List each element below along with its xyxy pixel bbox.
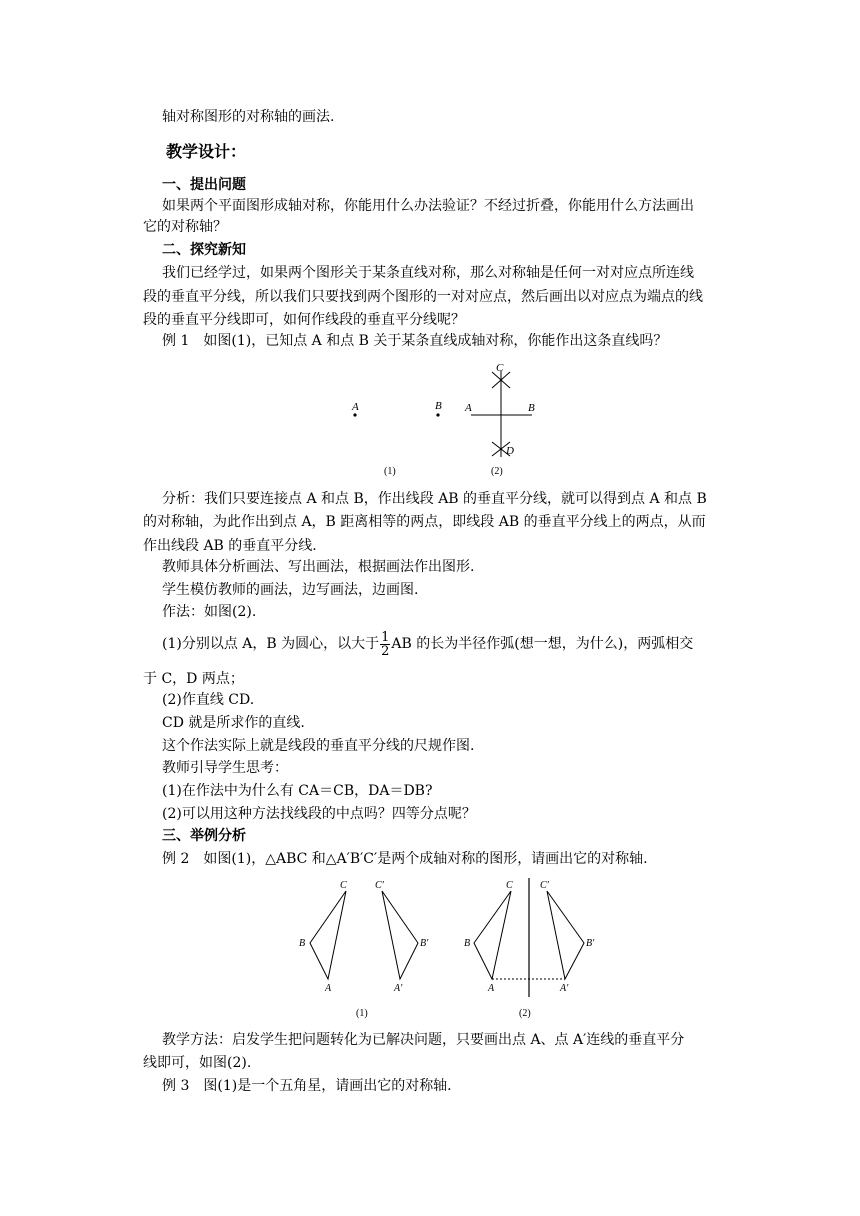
fig2-1-label-c: C — [340, 880, 347, 891]
guide-line: 教师引导学生思考： — [162, 760, 288, 776]
fig2-1-triangle-abc — [310, 891, 346, 979]
step1-line — [162, 630, 693, 658]
method-line: 作法：如图(2). — [162, 604, 257, 620]
teach-method-line1: 教学方法：启发学生把问题转化为已解决问题，只要画出点 A、点 A′连线的垂直平分 — [162, 1032, 685, 1048]
section1-p1-line1: 如果两个平面图形成轴对称，你能用什么办法验证？不经过折叠，你能用什么方法画出 — [162, 198, 694, 214]
page-title: 教学设计： — [166, 142, 247, 161]
fraction-denominator: 2 — [381, 643, 390, 659]
section2-heading: 二、探究新知 — [162, 242, 246, 258]
step1-part-b: AB 的长为半径作弧(想一想，为什么)，两弧相交 — [391, 636, 694, 652]
fig2-caption-1: (1) — [356, 1008, 368, 1019]
fig2-1-label-a: A — [325, 983, 332, 994]
one-half-fraction — [380, 631, 390, 658]
fig1-point-b — [436, 413, 439, 416]
fig2-2-label-a-prime: A′ — [560, 983, 569, 994]
fig2-label-a: A — [465, 402, 472, 414]
fraction-numerator: 1 — [381, 629, 390, 645]
step1-continuation: 于 C，D 两点； — [143, 671, 244, 687]
fig2-1-label-a-prime: A′ — [394, 983, 403, 994]
step2-line: (2)作直线 CD. — [162, 692, 255, 708]
fig2-1-label-b-prime: B′ — [420, 938, 429, 949]
cd-line: CD 就是所求作的直线. — [162, 715, 305, 731]
fig1-point-a-label: A — [352, 401, 359, 413]
analysis-line1: 分析：我们只要连接点 A 和点 B，作出线段 AB 的垂直平分线，就可以得到点 A 和点 B — [162, 491, 707, 507]
fig2-label-c: C — [496, 362, 504, 374]
fig1-caption-2: (2) — [491, 466, 503, 477]
fig1-point-a — [353, 413, 356, 416]
fig2-2-label-a: A — [488, 983, 495, 994]
analysis-line3: 作出线段 AB 的垂直平分线. — [143, 538, 317, 554]
section1-heading: 一、提出问题 — [162, 177, 246, 193]
fig2-2-label-c-prime: C′ — [540, 880, 549, 891]
intro-line: 轴对称图形的对称轴的画法. — [162, 109, 335, 125]
example2-text: 例 2 如图(1)，△ABC 和△A′B′C′是两个成轴对称的图形，请画出它的对称轴. — [162, 851, 648, 867]
step1-part-a: (1)分别以点 A，B 为圆心，以大于 — [162, 636, 380, 652]
ruler-line: 这个作法实际上就是线段的垂直平分线的尺规作图. — [162, 738, 475, 754]
section2-p1-line1: 我们已经学过，如果两个图形关于某条直线对称，那么对称轴是任何一对对应点所连线 — [162, 265, 694, 281]
teacher-line: 教师具体分析画法、写出画法，根据画法作出图形. — [162, 559, 475, 575]
fig2-2-triangle-abc — [474, 891, 511, 979]
example3-text: 例 3 图(1)是一个五角星，请画出它的对称轴. — [162, 1078, 452, 1094]
fig2-2-label-b: B — [464, 938, 471, 949]
fig2-label-b: B — [528, 402, 535, 414]
fig1-point-b-label: B — [435, 400, 442, 412]
question-2: (2)可以用这种方法找线段的中点吗？四等分点呢？ — [162, 806, 476, 822]
fig2-1-label-c-prime: C′ — [375, 880, 384, 891]
section2-p1-line3: 段的垂直平分线即可，如何作线段的垂直平分线呢？ — [143, 312, 465, 328]
figure-1 — [340, 358, 560, 483]
fig1-caption-1: (1) — [384, 466, 396, 477]
question-1: (1)在作法中为什么有 CA＝CB，DA＝DB? — [162, 783, 433, 799]
section1-p1-line2: 它的对称轴？ — [143, 219, 227, 235]
fig2-2-triangle-abc-prime — [547, 891, 584, 979]
section2-p1-line2: 段的垂直平分线，所以我们只要找到两个图形的一对对应点，然后画出以对应点为端点的线 — [143, 289, 703, 305]
fig2-label-d: D — [506, 445, 514, 457]
teach-method-line2: 线即可，如图(2). — [143, 1055, 252, 1071]
fig2-1-triangle-abc-prime — [382, 891, 418, 979]
example1-text: 例 1 如图(1)，已知点 A 和点 B 关于某条直线成轴对称，你能作出这条直线吗？ — [162, 333, 668, 349]
figure-2 — [290, 875, 610, 1023]
section3-heading: 三、举例分析 — [162, 828, 246, 844]
fig2-2-label-c: C — [506, 880, 513, 891]
analysis-line2: 的对称轴，为此作出到点 A，B 距离相等的两点，即线段 AB 的垂直平分线上的两点，从而 — [143, 514, 706, 530]
fig2-caption-2: (2) — [519, 1008, 531, 1019]
student-line: 学生模仿教师的画法，边写画法，边画图. — [162, 582, 419, 598]
fig2-2-label-b-prime: B′ — [586, 938, 595, 949]
fig2-1-label-b: B — [299, 938, 306, 949]
